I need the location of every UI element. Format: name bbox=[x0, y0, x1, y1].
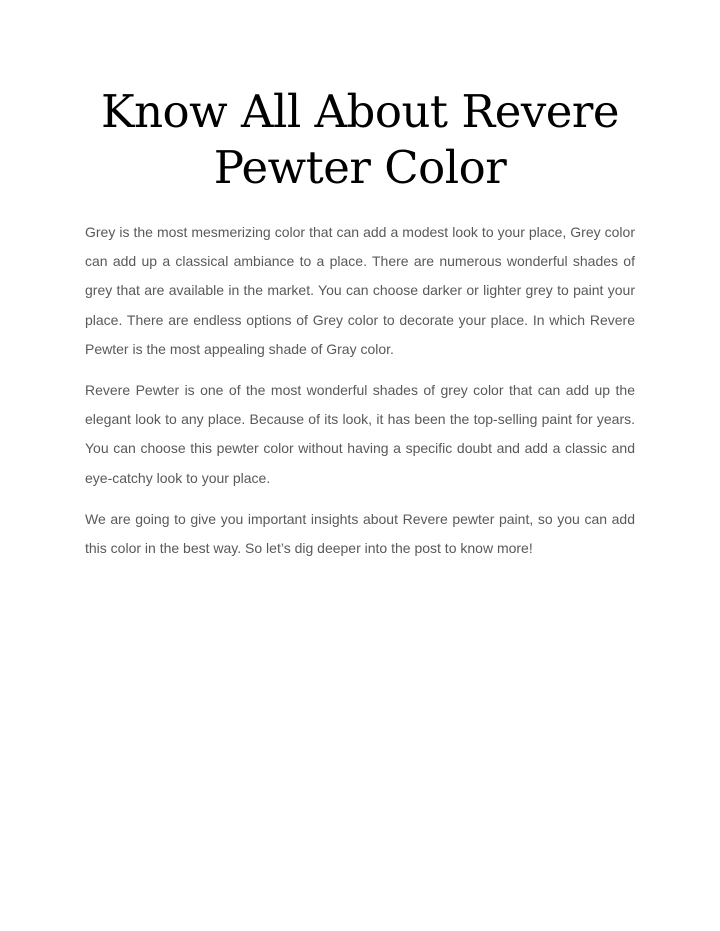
body-text bbox=[85, 218, 635, 575]
insights-paragraph: We are going to give you important insights about Revere pewter paint, so you can add this color in the best way. So let’s dig deeper into the post to know more! bbox=[85, 510, 635, 557]
page-title bbox=[60, 84, 660, 196]
page-title-line-2: Pewter Color bbox=[213, 141, 507, 194]
revere-pewter-paragraph: Revere Pewter is one of the most wonderful shades of grey color that can add up the elegant look to any place. Because of its look, it has been the top-selling paint for years. You can choose this pewter color without having a specific doubt and add a classic and eye-catchy look to your place. bbox=[85, 382, 635, 486]
intro-paragraph: Grey is the most mesmerizing color that can add a modest look to your place, Grey color can add up a classical ambiance to a place. There are numerous wonderful shades of grey that are available in the market. You can choose darker or lighter grey to paint your place. There are endless options of Grey color to decorate your place. In which Revere Pewter is the most appealing shade of Gray color. bbox=[85, 224, 635, 357]
page-title-line-1: Know All About Revere bbox=[100, 85, 620, 138]
